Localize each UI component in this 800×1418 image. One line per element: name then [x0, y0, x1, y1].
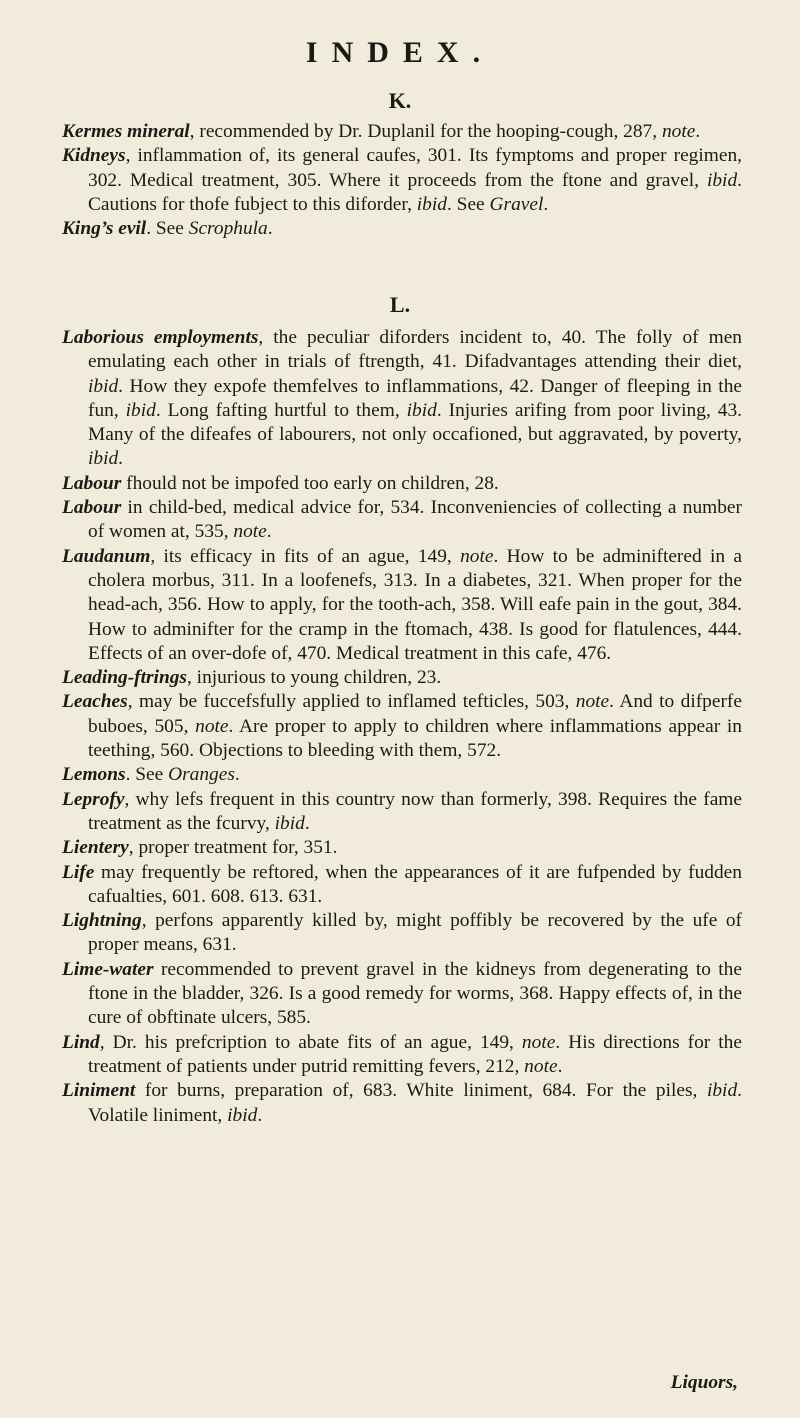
entry-headword: Labour — [62, 497, 122, 519]
entry-text: . Cautions for thofe fubject to this diforder, — [88, 169, 742, 215]
entry-text: Oranges — [168, 764, 235, 786]
entry-text: , may be fuccefsfully applied to inflamed tefticles, 503, — [127, 691, 576, 713]
index-entry — [62, 788, 742, 837]
entry-text: . — [304, 812, 310, 834]
catchword: Liquors, — [670, 1372, 738, 1393]
entry-headword: Life — [62, 861, 95, 883]
entry-text: . — [557, 1055, 563, 1077]
entry-text: . — [543, 193, 549, 215]
entry-text: note — [233, 521, 267, 543]
entry-headword: Lime-water — [62, 958, 154, 980]
entry-text: recommended to prevent gravel in the kidneys from degenerating to the ftone in the bladder, 326. Is a good remedy for worms, 368. Happy effects of, in the cure of obftinate ulcers, 585. — [88, 958, 742, 1029]
entry-text: . — [267, 218, 273, 240]
entry-headword: Labour — [62, 472, 122, 494]
entry-text: , the peculiar diforders incident to, 40. The folly of men emulating each other in trials of ftrength, 41. Difadvantages attending their diet, — [88, 327, 743, 373]
entry-text: , why lefs frequent in this country now than formerly, 398. Requires the fame treatment as the fcurvy, — [88, 788, 742, 834]
entry-text: . — [257, 1104, 263, 1126]
entry-text: . — [234, 764, 240, 786]
section-letter-l: L. — [389, 292, 411, 317]
entry-text: . — [118, 448, 124, 470]
entry-text: . His directions for the treatment of patients under putrid remitting fevers, 212, — [88, 1031, 742, 1077]
entry-text: ibid — [227, 1104, 258, 1126]
entry-headword: Liniment — [62, 1080, 136, 1102]
index-entry — [62, 861, 742, 910]
entry-text: , Dr. his prefcription to abate fits of an ague, 149, — [99, 1031, 522, 1053]
index-entry — [62, 836, 742, 860]
index-entry — [62, 120, 742, 144]
entry-text: note — [524, 1055, 558, 1077]
section-letter-k: K. — [388, 88, 412, 113]
index-entry — [62, 217, 742, 241]
entry-text: note — [195, 715, 229, 737]
entry-text: ibid — [416, 193, 447, 215]
entry-text: note — [575, 691, 610, 713]
index-entry — [62, 1031, 742, 1080]
entry-text: . Injuries arifing from poor living, 43. Many of the difeafes of labourers, not only occafioned, but aggravated, by poverty, — [88, 399, 742, 446]
entry-text: for burns, preparation of, 683. White liniment, 684. For the piles, — [135, 1080, 707, 1102]
entry-text: . And to difperfe buboes, 505, — [88, 691, 742, 737]
index-entry — [62, 666, 742, 690]
entry-text: . How to be adminiftered in a cholera morbus, 311. In a loofenefs, 313. In a diabetes, 321. When proper for the head-ach, 356. How to apply, for the tooth-ach, 358. Will eafe pain in the gout, 384. How to adminifter for the cramp in the ftomach, 438. Is good for flatulences, 444. Effects of an over-dofe of, 470. Medical treatment in this cafe, 476. — [88, 545, 742, 664]
entry-text: note — [521, 1031, 556, 1053]
index-entry — [62, 958, 742, 1031]
entry-text: note — [460, 545, 494, 567]
index-entry — [62, 690, 742, 763]
entry-headword: Laborious employments — [62, 327, 259, 348]
entry-text: ibid — [88, 375, 119, 397]
entry-text: Scrophula — [188, 218, 268, 240]
entry-text: fhould not be impofed too early on children, 28. — [121, 472, 499, 494]
entry-text: ibid — [88, 448, 119, 470]
entry-headword: Lightning — [62, 910, 142, 932]
entry-text: ibid — [706, 169, 738, 191]
index-entry — [62, 472, 742, 496]
entry-text: , perfons apparently killed by, might poffibly be recovered by the ufe of proper means, 631. — [88, 910, 742, 956]
entry-headword: Lind — [62, 1031, 100, 1053]
entry-text: ibid — [706, 1080, 738, 1102]
entry-text: . How they expofe themfelves to inflammations, 42. Danger of fleeping in the fun, — [88, 375, 742, 421]
entry-headword: Laudanum — [62, 545, 151, 567]
entry-headword: Kermes mineral — [62, 121, 190, 142]
section-k-entries — [62, 120, 742, 241]
entry-text: . Long fafting hurtful to them, — [155, 399, 407, 421]
entry-text: . Are proper to apply to children where inflammations appear in teething, 560. Objections to bleeding with them, 572. — [88, 715, 742, 762]
section-l-entries — [62, 326, 742, 1128]
entry-text: note — [661, 121, 696, 142]
running-head: INDEX. — [305, 36, 495, 69]
entry-text: . See — [125, 764, 169, 786]
entry-text: may frequently be reftored, when the appearances of it are fufpended by fudden cafualties, 601. 608. 613. 631. — [88, 861, 742, 907]
index-entry — [62, 763, 742, 787]
index-entry — [62, 144, 742, 217]
entry-text: . — [695, 121, 701, 142]
entry-text: ibid — [125, 399, 156, 421]
entry-headword: King’s evil — [62, 218, 147, 240]
entry-text: , injurious to young children, 23. — [186, 667, 442, 689]
index-entry — [62, 545, 742, 666]
entry-text: in child-bed, medical advice for, 534. Inconveniencies of collecting a number of women at, 535, — [88, 497, 742, 543]
index-entry — [62, 326, 742, 472]
entry-text: . See — [446, 193, 490, 215]
entry-text: , inflammation of, its general caufes, 301. Its fymptoms and proper regimen, 302. Medical treatment, 305. Where it proceeds from the ftone and gravel, — [88, 145, 742, 191]
entry-headword: Lemons — [62, 764, 126, 786]
entry-text: ibid — [274, 812, 305, 834]
entry-headword: Leading-ftrings — [62, 667, 187, 689]
entry-text: . Volatile liniment, — [88, 1080, 742, 1126]
entry-text: , its efficacy in fits of an ague, 149, — [150, 545, 461, 567]
entry-headword: Leaches — [62, 691, 128, 713]
index-entry — [62, 1079, 742, 1128]
entry-headword: Leprofy — [62, 788, 125, 810]
entry-headword: Kidneys — [62, 145, 126, 167]
index-entry — [62, 496, 742, 545]
entry-text: Gravel — [489, 193, 544, 215]
entry-text: . See — [146, 218, 189, 240]
index-entry — [62, 909, 742, 958]
entry-text: ibid — [406, 399, 437, 421]
entry-headword: Lientery — [62, 837, 129, 859]
entry-text: , proper treatment for, 351. — [128, 837, 338, 859]
entry-text: , recommended by Dr. Duplanil for the hooping-cough, 287, — [189, 121, 662, 142]
entry-text: . — [266, 521, 272, 543]
